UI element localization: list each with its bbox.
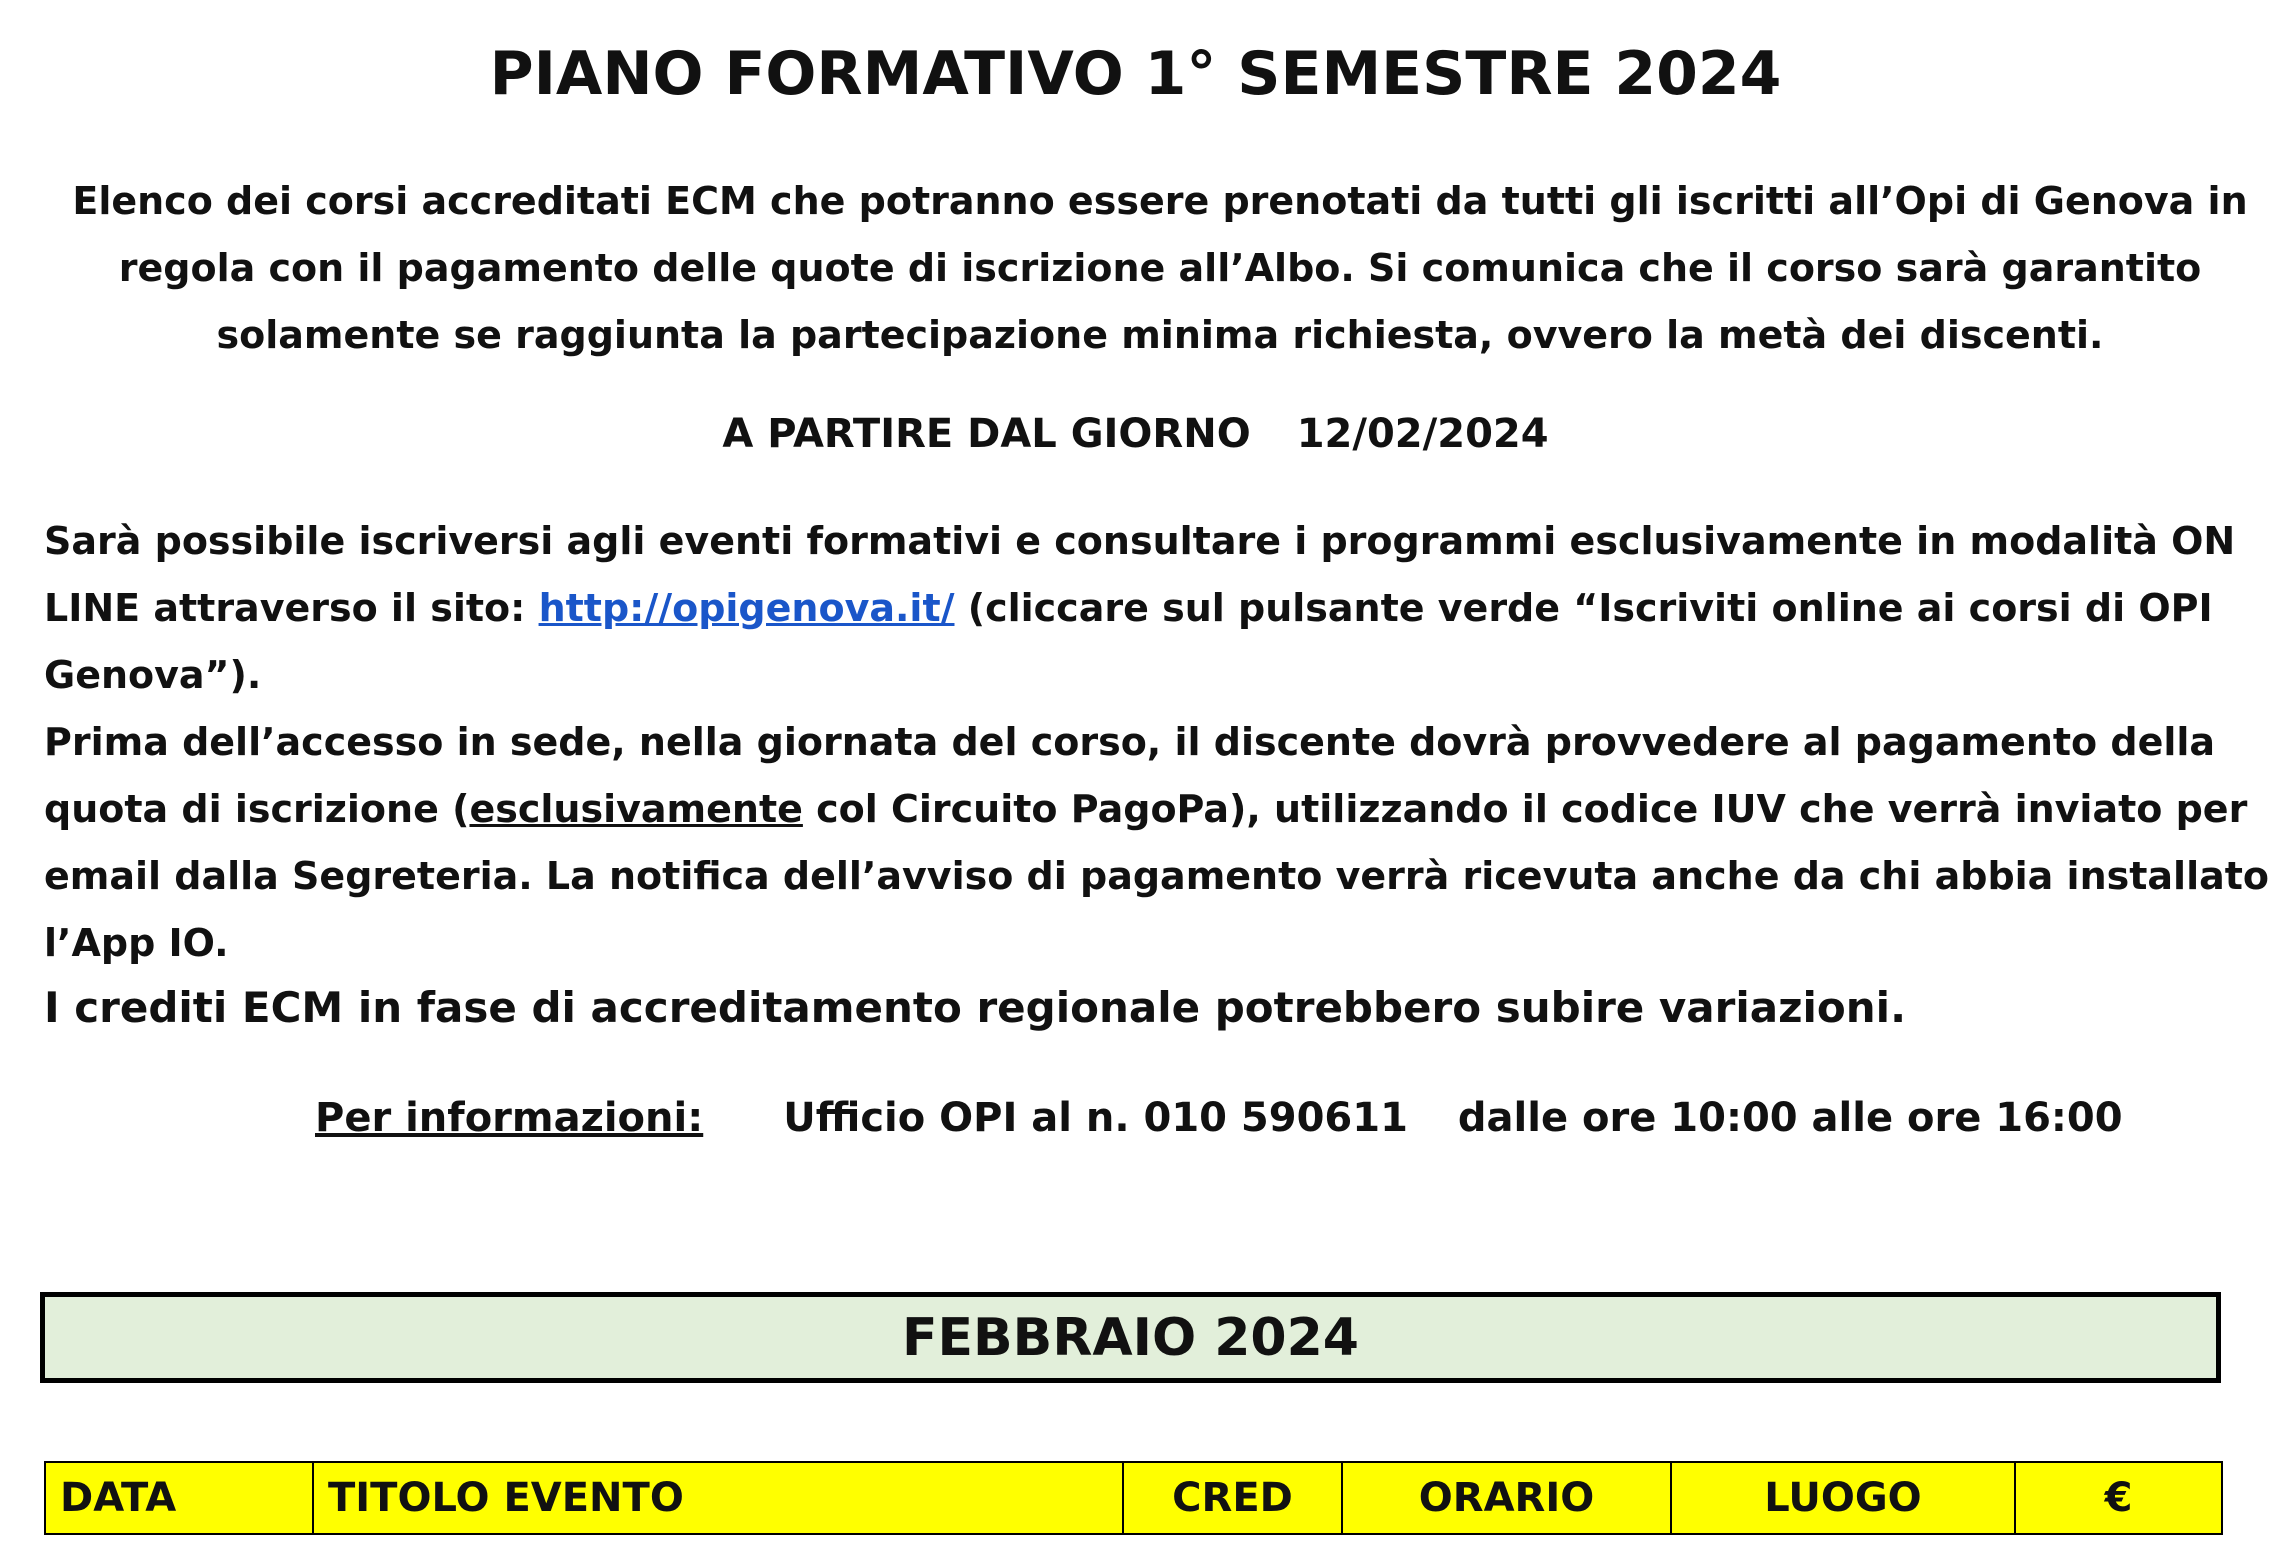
payment-line: email dalla Segreteria. La notifica dell’avviso di pagamento verrà ricevuta anche da chi abbia installato	[44, 854, 2270, 898]
website-link[interactable]: http://opigenova.it/	[538, 586, 955, 630]
contact-info	[315, 1090, 2123, 1146]
column-header-credits: CRED	[1123, 1462, 1342, 1534]
month-header: FEBBRAIO 2024	[40, 1292, 2221, 1383]
credits-note: I crediti ECM in fase di accreditamento regionale potrebbero subire variazioni.	[44, 983, 1907, 1032]
payment-text: quota di iscrizione (	[44, 787, 470, 831]
intro-paragraph	[60, 168, 2260, 369]
column-header-date: DATA	[45, 1462, 313, 1534]
registration-text: LINE attraverso il sito:	[44, 586, 539, 630]
intro-line: regola con il pagamento delle quote di iscrizione all’Albo. Si comunica che il corso sarà garantito	[118, 246, 2202, 290]
info-phone: Ufficio OPI al n. 010 590611	[783, 1095, 1408, 1141]
registration-paragraph	[44, 508, 2270, 977]
registration-line: Genova”).	[44, 653, 262, 697]
registration-text: (cliccare sul pulsante verde “Iscriviti online ai corsi di OPI	[954, 586, 2213, 630]
intro-line: Elenco dei corsi accreditati ECM che potranno essere prenotati da tutti gli iscritti all’Opi di Genova in	[72, 179, 2248, 223]
column-header-title: TITOLO EVENTO	[313, 1462, 1123, 1534]
payment-text: col Circuito PagoPa), utilizzando il codice IUV che verrà inviato per	[802, 787, 2248, 831]
column-header-location: LUOGO	[1671, 1462, 2015, 1534]
registration-line	[44, 575, 2244, 642]
page-title: PIANO FORMATIVO 1° SEMESTRE 2024	[489, 39, 1782, 109]
start-label: A PARTIRE DAL GIORNO	[722, 411, 1251, 457]
payment-line: Prima dell’accesso in sede, nella giornata del corso, il discente dovrà provvedere al pagamento della	[44, 720, 2216, 764]
registration-line: Sarà possibile iscriversi agli eventi formativi e consultare i programmi esclusivamente in modalità ON	[44, 519, 2236, 563]
intro-line: solamente se raggiunta la partecipazione minima richiesta, ovvero la metà dei discenti.	[216, 313, 2104, 357]
column-header-price: €	[2015, 1462, 2222, 1534]
info-label: Per informazioni:	[315, 1095, 704, 1141]
payment-emphasis: esclusivamente	[469, 787, 803, 831]
info-hours: dalle ore 10:00 alle ore 16:00	[1457, 1095, 2123, 1141]
payment-line	[44, 776, 2248, 843]
events-table-header	[44, 1461, 2223, 1535]
start-date: 12/02/2024	[1296, 411, 1549, 457]
payment-line: l’App IO.	[44, 921, 229, 965]
start-date-line	[0, 408, 2271, 460]
column-header-time: ORARIO	[1342, 1462, 1671, 1534]
